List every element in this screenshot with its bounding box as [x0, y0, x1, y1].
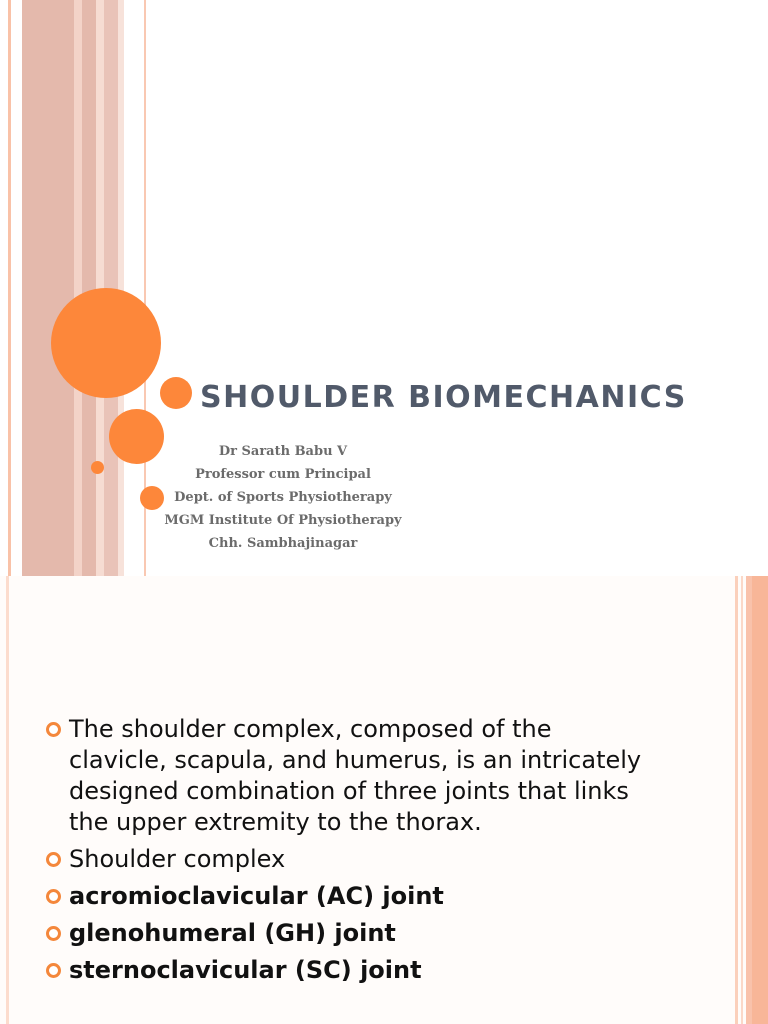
author-department: Dept. of Sports Physiotherapy: [174, 490, 392, 505]
bullet-ring-icon: [46, 852, 61, 867]
decorative-stripe: [8, 0, 11, 576]
decorative-circle-large: [51, 288, 161, 398]
bullet-text: Shoulder complex: [69, 845, 286, 873]
bullet-text: The shoulder complex, composed of the clavicle, scapula, and humerus, is an intricately designed combination of three joints that links the upper extremity to the thorax.: [69, 715, 642, 836]
bullet-text: sternoclavicular (SC) joint: [69, 956, 422, 984]
slide-title: SHOULDER BIOMECHANICS: [200, 380, 687, 415]
author-position: Professor cum Principal: [195, 467, 371, 482]
decorative-circle: [91, 461, 104, 474]
bullet-ring-icon: [46, 926, 61, 941]
bullet-item: [44, 918, 644, 949]
author-location: Chh. Sambhajinagar: [208, 536, 358, 551]
bullet-ring-icon: [46, 889, 61, 904]
slide-subtitle: [130, 440, 436, 555]
decorative-stripe: [118, 0, 124, 576]
author-institute: MGM Institute Of Physiotherapy: [164, 513, 402, 528]
bullet-ring-icon: [46, 963, 61, 978]
bullet-ring-icon: [46, 722, 61, 737]
author-name: Dr Sarath Babu V: [218, 444, 348, 459]
bullet-item: [44, 844, 644, 875]
bullet-text: acromioclavicular (AC) joint: [69, 882, 444, 910]
decorative-stripe: [22, 0, 74, 576]
bullet-list: [44, 714, 644, 992]
decorative-stripe: [74, 0, 82, 576]
decorative-stripe: [6, 576, 9, 1024]
bullet-item: [44, 714, 644, 838]
bullet-item: [44, 881, 644, 912]
decorative-stripe: [741, 576, 743, 1024]
decorative-circle: [160, 377, 192, 409]
decorative-stripe: [752, 576, 768, 1024]
bullet-item: [44, 955, 644, 986]
decorative-stripe: [735, 576, 738, 1024]
bullet-text: glenohumeral (GH) joint: [69, 919, 396, 947]
decorative-stripe: [82, 0, 96, 576]
